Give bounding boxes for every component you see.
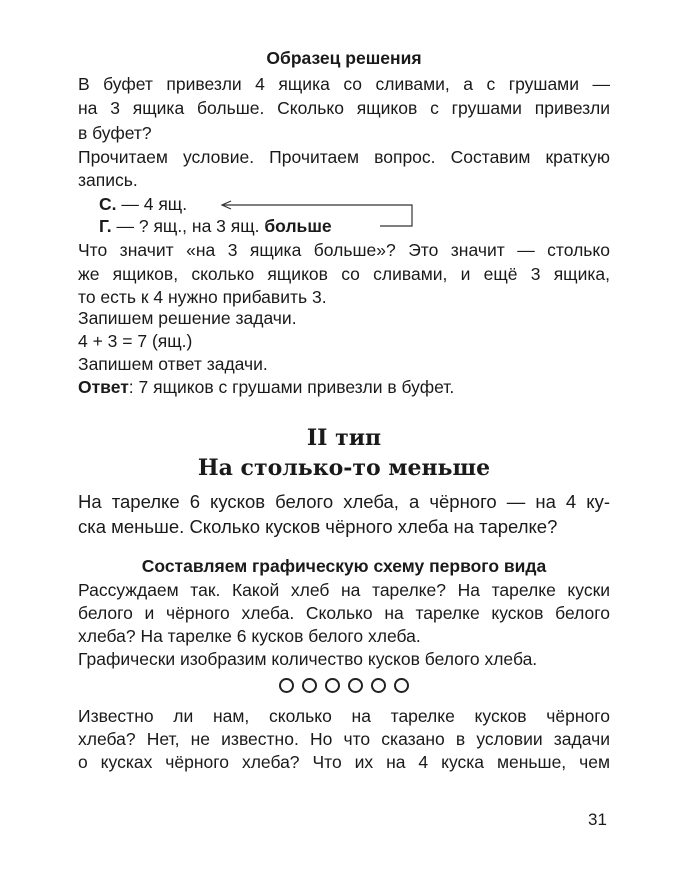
value: — ? ящ., на 3 ящ. bbox=[116, 216, 260, 236]
circle-icon bbox=[279, 678, 294, 693]
text-line: Графически изобразим количество кусков белого хлеба. bbox=[78, 649, 538, 669]
circle-icon bbox=[302, 678, 317, 693]
section-heading: II тип bbox=[306, 425, 382, 451]
text-line: Запишем решение задачи. bbox=[78, 308, 297, 328]
text-line: хлеба? Нет, не известно. Но что сказано в условии задачи bbox=[78, 729, 610, 749]
task-line: ска меньше. Сколько кусков чёрного хлеба на тарелке? bbox=[78, 516, 558, 537]
label: Г. bbox=[99, 216, 112, 236]
text-line: белого и чёрного хлеба. Сколько на тарелке кусков белого bbox=[78, 603, 610, 623]
subheading: Составляем графическую схему первого вида bbox=[141, 556, 547, 576]
circle-icon bbox=[394, 678, 409, 693]
task-line: В буфет привезли 4 ящика со сливами, а с грушами — bbox=[78, 74, 610, 94]
solution: 4 + 3 = 7 (ящ.) bbox=[78, 331, 193, 351]
text-line: Прочитаем условие. Прочитаем вопрос. Составим краткую bbox=[78, 147, 610, 167]
bold-word: больше bbox=[264, 216, 332, 236]
text-line: же ящиков, сколько ящиков со сливами, и ещё 3 ящика, bbox=[78, 264, 610, 284]
section-subtitle: На столько-то меньше bbox=[197, 455, 491, 481]
task-line: в буфет? bbox=[78, 123, 152, 143]
answer bbox=[78, 376, 610, 398]
page-number: 31 bbox=[588, 810, 607, 829]
text-line: хлеба? На тарелке 6 кусков белого хлеба. bbox=[78, 626, 421, 646]
text-line: то есть к 4 нужно прибавить 3. bbox=[78, 287, 327, 307]
value: — 4 ящ. bbox=[121, 194, 188, 214]
circle-icon bbox=[325, 678, 340, 693]
text-line: Рассуждаем так. Какой хлеб на тарелке? На тарелке куски bbox=[78, 580, 610, 600]
task-line: На тарелке 6 кусков белого хлеба, а чёрного — на 4 ку- bbox=[78, 491, 610, 512]
text-line: о кусках чёрного хлеба? Что их на 4 куска меньше, чем bbox=[78, 752, 610, 772]
text-line: Запишем ответ задачи. bbox=[78, 354, 268, 374]
text-line: Что значит «на 3 ящика больше»? Это значит — столько bbox=[78, 240, 610, 260]
circle-icon bbox=[371, 678, 386, 693]
circles-diagram bbox=[78, 676, 610, 698]
task-line: на 3 ящика больше. Сколько ящиков с грушами привезли bbox=[78, 98, 610, 118]
answer-label: Ответ bbox=[78, 377, 129, 397]
label: С. bbox=[99, 194, 117, 214]
text-line: запись. bbox=[78, 170, 138, 190]
text-line: Известно ли нам, сколько на тарелке кусков чёрного bbox=[78, 706, 610, 726]
circle-icon bbox=[348, 678, 363, 693]
sample-title: Образец решения bbox=[266, 48, 422, 68]
answer-text: : 7 ящиков с грушами привезли в буфет. bbox=[128, 377, 455, 397]
